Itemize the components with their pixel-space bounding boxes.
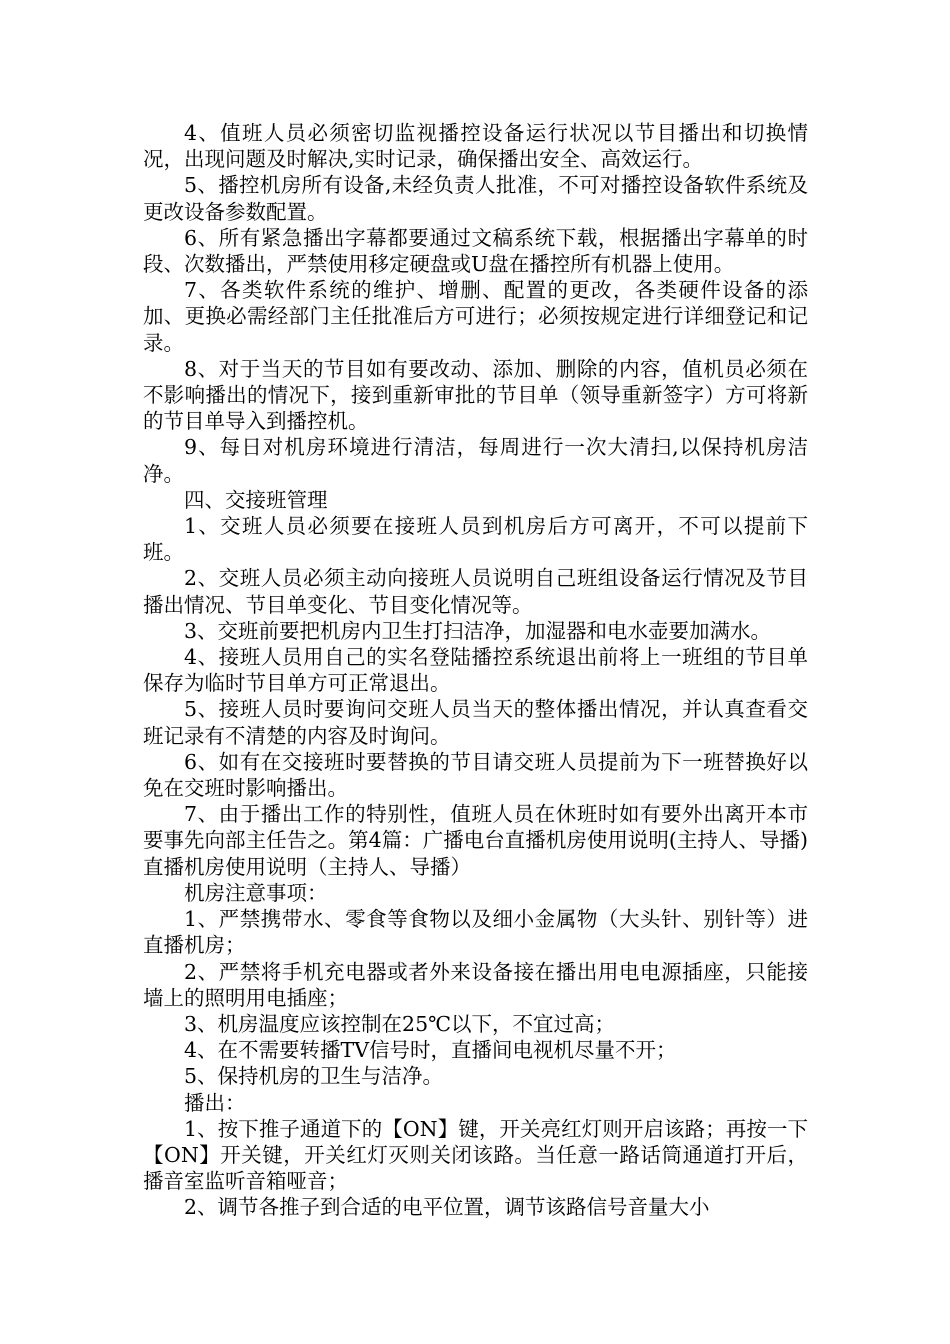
paragraph: 9、每日对机房环境进行清洁，每周进行一次大清扫,以保持机房洁净。 [143,435,808,486]
paragraph: 1、严禁携带水、零食等食物以及细小金属物（大头针、别针等）进直播机房； [143,907,808,958]
paragraph: 4、在不需要转播TV信号时，直播间电视机尽量不开； [184,1038,677,1063]
paragraph: 6、如有在交接班时要替换的节目请交班人员提前为下一班替换好以免在交班时影响播出。 [143,749,808,801]
document-page [143,120,808,1221]
paragraph: 4、接班人员用自己的实名登陆播控系统退出前将上一班组的节目单保存为临时节目单方可正常退出。 [143,645,808,696]
paragraph: 1、交班人员必须要在接班人员到机房后方可离开，不可以提前下班。 [143,514,808,565]
section-heading: 机房注意事项： [184,880,328,905]
paragraph: 7、由于播出工作的特别性，值班人员在休班时如有要外出离开本市要事先向部主任告之。第4篇：广播电台直播机房使用说明(主持人、导播)直播机房使用说明（主持人、导播） [143,802,808,879]
paragraph: 3、交班前要把机房内卫生打扫洁净，加湿器和电水壶要加满水。 [184,618,772,643]
paragraph: 7、各类软件系统的维护、增删、配置的更改，各类硬件设备的添加、更换必需经部门主任批准后方可进行；必须按规定进行详细登记和记录。 [143,278,808,355]
section-heading: 播出： [184,1090,246,1115]
paragraph: 8、对于当天的节目如有要改动、添加、删除的内容，值机员必须在不影响播出的情况下，接到重新审批的节目单（领导重新签字）方可将新的节目单导入到播控机。 [143,356,808,434]
paragraph: 5、保持机房的卫生与洁净。 [184,1064,444,1089]
paragraph: 5、播控机房所有设备,未经负责人批准，不可对播控设备软件系统及更改设备参数配置。 [143,173,808,224]
paragraph: 2、交班人员必须主动向接班人员说明自己班组设备运行情况及节目播出情况、节目单变化、节目变化情况等。 [143,566,808,617]
section-heading: 四、交接班管理 [184,487,328,512]
paragraph: 1、按下推子通道下的【ON】键，开关亮红灯则开启该路；再按一下【ON】开关键，开关红灯灭则关闭该路。当任意一路话筒通道打开后，播音室监听音箱哑音； [143,1116,808,1194]
paragraph: 4、值班人员必须密切监视播控设备运行状况以节目播出和切换情况，出现问题及时解决,实时记录，确保播出安全、高效运行。 [143,121,808,172]
paragraph: 2、调节各推子到合适的电平位置，调节该路信号音量大小 [184,1195,710,1220]
paragraph: 6、所有紧急播出字幕都要通过文稿系统下载，根据播出字幕单的时段、次数播出，严禁使用移定硬盘或U盘在播控所有机器上使用。 [143,225,808,277]
paragraph: 2、严禁将手机充电器或者外来设备接在播出用电电源插座，只能接墙上的照明用电插座； [143,959,808,1010]
paragraph: 3、机房温度应该控制在25℃以下，不宜过高； [184,1011,616,1036]
paragraph: 5、接班人员时要询问交班人员当天的整体播出情况，并认真查看交班记录有不清楚的内容及时询问。 [143,697,808,748]
